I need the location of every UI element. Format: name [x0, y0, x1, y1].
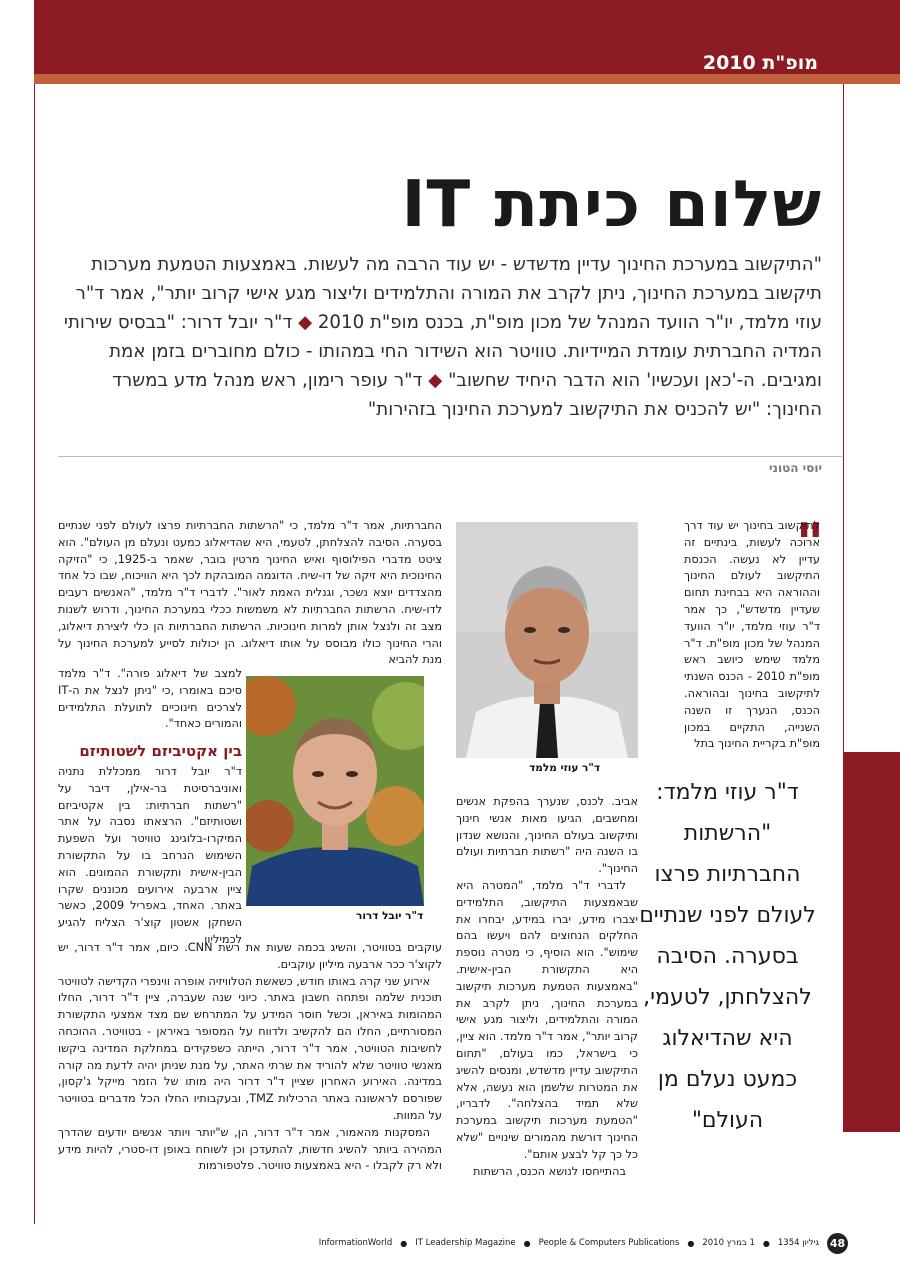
lead-divider [58, 456, 842, 457]
footer-separator: ● [523, 1238, 531, 1248]
pull-quote: ד"ר עוזי מלמד: "הרשתות החברתיות פרצו לעולם לפני שנתיים בסערה. הסיבה להצלחתן, לטעמי, היא שהדיאלוג כמעט נעלם מן העולם" [639, 780, 816, 1133]
photo-uzi-melamed [456, 522, 638, 758]
footer-pub-people-computers: People & Computers Publications [538, 1238, 680, 1248]
footer-separator: ● [762, 1238, 770, 1248]
section-subheading: בין אקטיביזם לשטותיזם [79, 742, 242, 761]
page-footer [319, 1232, 848, 1254]
photo-caption-melamed: ד"ר עוזי מלמד [529, 762, 600, 774]
column-right-intro: לתיקשוב בחינוך יש עוד דרך ארוכה לעשות, בינתיים זה עדיין לא נעשה. הכנסת התיקשוב לעולם החינוך וההוראה היא בבחינת תחום שעדיין מדשדש", כך אמר ד"ר עוזי מלמד, יו"ר הוועד המנהל של מכון מופ"ת. ד"ר מלמד שימש כיושב ראש מופ"ת 2010 - הכנס השנתי לתיקשוב בחינוך ובהוראה. הכנס, הנערך זו השנה השנייה, התקיים במכון מופ"ת בקריית החינוך בתל [684, 519, 820, 751]
column-middle-text [456, 794, 638, 1180]
diamond-bullet-icon: ◆ [428, 370, 443, 391]
left-bottom-paragraph-2: אירוע שני קרה באותו חודש, כשאשת הטלוויזיה אופרה ווינפרי הקדישה לטוויטר תוכנית שלמה ופתחה חשבון באתר. כיוני שנה שעברה, ציין ד"ר דרור, החלו המהומות באיראן, וכשל חוסר המידע על המתרחש שם מצד אמצעי התקשורת המסורתיים, החלו הם להקשיב ולדווח על המסופר באיראן - בטוויטר. ההוכחה לחשיבות הטוויטר, אמר ד"ר דרור, הייתה כשפקידים במחלקת המדינה ביקשו מאנשי טוויטר שלא להוריד את שרתי האתר, על מנת שניתן יהיה לדעת מה קורה במדינה. האירוע האחרון שציין ד"ר דרור היה מותו של הזמר מייקל ג'קסון, שפורסם לראשונה באתר הרכילות TMZ, ובעקבותיו החלו הכל מדברים בטוויטר על המוות. [57, 974, 442, 1122]
page-number-badge: 48 [827, 1233, 848, 1254]
side-color-tab [843, 752, 900, 1132]
right-border-rule [843, 84, 844, 754]
left-bottom-paragraph-1: עוקבים בטוויטר, והשיג בכמה שעות את רשת CNN. כיום, אמר ד"ר דרור, יש לקוצ'ר ככר ארבעה מיליון עוקבים. [58, 941, 443, 971]
footer-issue: גיליון 1354 [777, 1238, 819, 1248]
footer-pub-it-leadership: IT Leadership Magazine [415, 1238, 516, 1248]
left-side-paragraph: למצב של דיאלוג פורה". ד"ר מלמד סיכם באומרו ,כי "ניתן לנצל את ה-IT לצרכים חינוכיים לתועלת התלמידים והמורים כאחד". [58, 667, 242, 731]
footer-date: 1 במרץ 2010 [702, 1238, 755, 1248]
lead-quote-rimon: ד"ר עופר רימון, ראש מנהל מדע במשרד החינוך: "יש להכניס את התיקשוב למערכת החינוך בזהירות" [112, 370, 822, 420]
quote-mark-icon: " [795, 511, 824, 575]
middle-paragraph-2: לדברי ד"ר מלמד, "המטרה היא שבאמצעות התיקשוב, התלמידים יצברו מידע, יברו במידע, יבחרו את החלקים הנחוצים להם ויעשו בהם שימוש". הוא הוסיף, כי מטרה נוספת היא התקשורת הבין-אישית. "באמצעות הטמעת מערכות תיקשוב במערכת החינוך, ניתן לקרב את המורה והתלמידים, וליצור מגע אישי קרוב יותר", אמר ד"ר מלמד. הוא ציין, כי בישראל, כמו בעולם, "תחום התיקשוב עדיין מדשדש, ומנסים להשיג את המטרות שלשמן הוא נעשה, אלא שלא תמיד בהצלחה". לדבריו, "הטמעת מערכות תיקשוב במערכת החינוך דורשת מהמורים שינויים "שלא כל כך קל לבצע אותם". [456, 878, 638, 1161]
lead-quote-dror: ד"ר יובל דרור: "בבסיס שירותי המדיה החברתית עומדת המיידיות. טוויטר הוא השידור החי במהותו - כולם מחוברים בזמן אמת ומגיבים. ה-'כאן ועכשיו' הוא הדבר היחיד שחשוב" [63, 312, 822, 391]
left-sub-paragraph: ד"ר יובל דרור ממכללת נתניה ואוניברסיטת בר-אילן, דיבר על "רשתות חברתיות: בין אקטיביזם ושטותיזם". הרצאתו נסבה על אתר המיקרו-בלוגינג טוויטר ועל השפעת השימוש הנרחב בו על התקשורת הבין-אישית ותקשורת ההמונים. הוא ציין ארבעה אירועים מכוננים שקרו באתר. האחד, באפריל 2009, כאשר השחקן אשטון קוצ'ר הצליח להגיע לכמיליון [58, 764, 242, 946]
left-bottom-paragraph-3: המסקנות מהאמור, אמר ד"ר דרור, הן, ש"יותר ויותר אנשים יודעים שהדרך המהירה ביותר להשיג חדשות, להתעדכן וכן לשוחח באופן דו-סטרי, להיות מידע ולא רק לקבלו - היא באמצעות טוויטר. פלטפורמות [58, 1125, 442, 1173]
column-left-bottom-text [58, 940, 442, 1175]
diamond-bullet-icon: ◆ [298, 312, 313, 333]
article-lead [52, 250, 822, 424]
column-right-text [638, 518, 820, 753]
middle-paragraph-1: אביב. לכנס, שנערך בהפקת אנשים ומחשבים, הגיעו מאות אנשי חינוך ותיקשוב בעולם החינוך, והנושא שנדון בו השנה היה "רשתות חברתיות ועולם החינוך". [456, 795, 638, 876]
author-byline: יוסי הטוני [768, 461, 822, 475]
footer-separator: ● [400, 1238, 408, 1248]
left-border-rule [34, 84, 35, 1224]
photo-yuval-dror [246, 676, 424, 906]
lead-quote-melamed: "התיקשוב במערכת החינוך עדיין מדשדש - יש עוד הרבה מה לעשות. באמצעות הטמעת מערכות תיקשוב במערכת החינוך, ניתן לקרב את המורה והתלמידים וליצור מגע אישי קרוב יותר", אמר ד"ר עוזי מלמד, יו"ר הוועד המנהל של מכון מופ"ת, בכנס מופ"ת 2010 [75, 254, 822, 333]
footer-pub-informationworld: InformationWorld [318, 1238, 393, 1248]
header-accent-strip [34, 74, 900, 84]
section-tag: מופ"ת 2010 [702, 52, 818, 74]
column-left-side-text [58, 666, 242, 949]
footer-separator: ● [687, 1238, 695, 1248]
middle-paragraph-3: בהתייחסו לנושא הכנס, הרשתות [472, 1164, 626, 1178]
photo-caption-dror: ד"ר יובל דרור [356, 910, 424, 922]
article-title: שלום כיתת IT [401, 168, 822, 242]
column-left-top-text: החברתיות, אמר ד"ר מלמד, כי "הרשתות החברתיות פרצו לעולם לפני שנתיים בסערה. הסיבה להצלחתן, לטעמי, היא שהדיאלוג כמעט ונעלם מן העולם". הוא ציטט מדברי הפילוסוף ואיש החינוך מרטין בובר, שאמר ב-1925, כי "הזיקה החינוכית היא זיקה של דו-שיח. הדוגמה המובהקת לכך היא הוויכוח, שבו כל אחד מהצדדים יוצא נשכר, וגנלית האמת לאור". לדברי ד"ר מלמד, "האנשים רעבים לדו-שיח. הרשתות החברתיות לא משמשות ככלי במערכת החינוך, ודרוש לשנות מצב זה ולנצל אותן למרות חינוכיות. הרשתות החברתיות הן כלי ליצירת דיאלוג, והרי החינוך כולו מבוסס על אותו דיאלוג. הן יכולות לסייע למערכת החינוך על מנת להביא [58, 519, 442, 667]
